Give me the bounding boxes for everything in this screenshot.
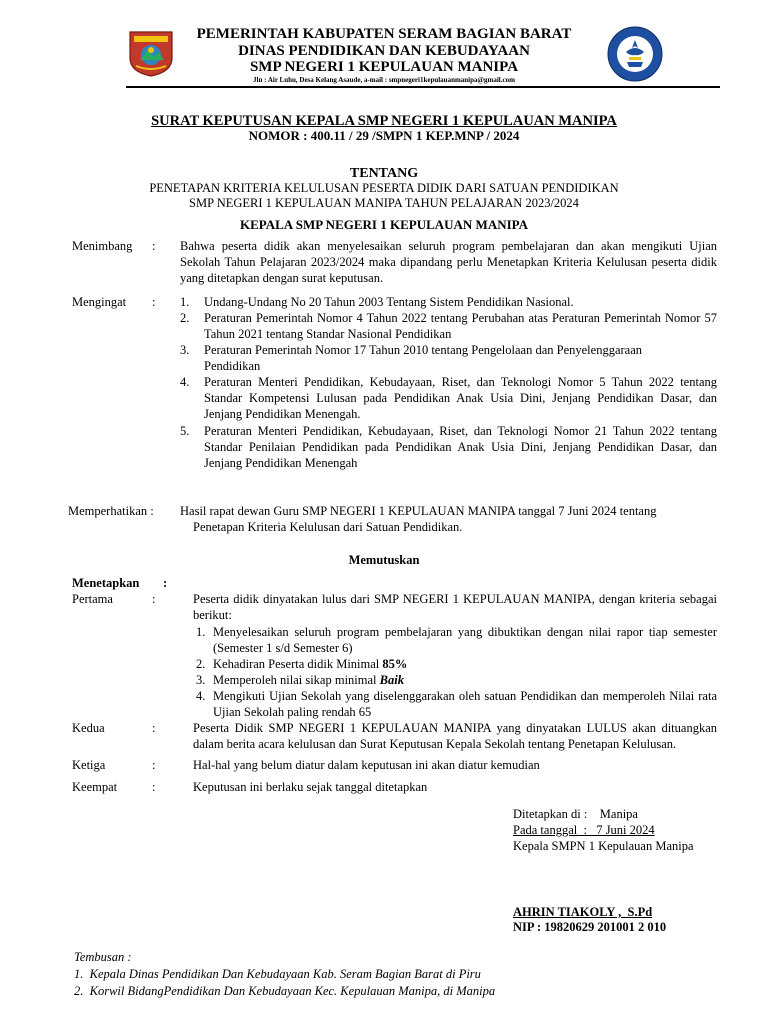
menetapkan-colon: : bbox=[163, 576, 168, 590]
decree-number: NOMOR : 400.11 / 29 /SMPN 1 KEP.MNP / 2024 bbox=[248, 128, 520, 143]
signature-place: Ditetapkan di : Manipa bbox=[513, 807, 638, 821]
signature-date: Pada tanggal : 7 Juni 2024 bbox=[513, 823, 655, 837]
list-number: 4. bbox=[196, 689, 206, 703]
kedua-label: Kedua bbox=[72, 721, 105, 735]
list-text: Mengikuti Ujian Sekolah yang diselenggarakan oleh satuan Pendidikan dan memperoleh Nilai rata Ujian Sekolah paling rendah 65 bbox=[213, 689, 717, 719]
list-number: 5. bbox=[180, 424, 190, 438]
about-heading: TENTANG bbox=[349, 166, 419, 181]
mengingat-label: Mengingat bbox=[72, 295, 127, 309]
menetapkan-label: Menetapkan bbox=[72, 576, 140, 590]
list-number: 1. bbox=[196, 625, 206, 639]
list-text: Peraturan Pemerintah Nomor 17 Tahun 2010 tentang Pengelolaan dan Penyelenggaraan Pendidikan bbox=[204, 343, 643, 373]
pertama-label: Pertama bbox=[72, 592, 113, 606]
signature-name: AHRIN TIAKOLY , S.Pd bbox=[513, 905, 653, 919]
decree-heading: SURAT KEPUTUSAN KEPALA SMP NEGERI 1 KEPULAUAN MANIPA bbox=[151, 113, 617, 129]
kedua-text: Peserta Didik SMP NEGERI 1 KEPULAUAN MANIPA yang dinyatakan LULUS akan dituangkan dalam berita acara kelulusan dan Surat Keputusan Kepala Sekolah tentang Penetapan Kelulusan. bbox=[193, 721, 717, 751]
criteria-value: 85% bbox=[382, 657, 408, 671]
letterhead-address: Jln : Air Luhu, Desa Kelang Asaude, a-mail : smpnegeri1kepulauanmanipa@gmail.com bbox=[253, 76, 515, 84]
ketiga-colon: : bbox=[152, 758, 156, 772]
letterhead-rule bbox=[126, 86, 720, 88]
memperhatikan-label: Memperhatikan : bbox=[68, 504, 154, 518]
signature-nip: NIP : 19820629 201001 2 010 bbox=[513, 920, 667, 934]
subject-line-1: PENETAPAN KRITERIA KELULUSAN PESERTA DIDIK DARI SATUAN PENDIDIKAN bbox=[149, 181, 619, 195]
letterhead-line-1: PEMERINTAH KABUPATEN SERAM BAGIAN BARAT bbox=[196, 26, 572, 42]
signature-block bbox=[513, 806, 733, 934]
keempat-label: Keempat bbox=[72, 780, 118, 794]
pertama-text: Peserta didik dinyatakan lulus dari SMP NEGERI 1 KEPULAUAN MANIPA, dengan kriteria sebagai berikut: bbox=[193, 592, 717, 622]
list-text: Menyelesaikan seluruh program pembelajaran yang dibuktikan dengan nilai rapor tiap semester (Semester 1 s/d Semester 6) bbox=[213, 625, 717, 655]
list-text: Peraturan Menteri Pendidikan, Kebudayaan, Riset, dan Teknologi Nomor 5 Tahun 2022 tentang Standar Kompetensi Lulusan pada Pendidikan Anak Usia Dini, Jenjang Pendidikan Dasar, dan Jenjang Pendidikan Menengah. bbox=[204, 375, 717, 421]
list-text: Peraturan Pemerintah Nomor 4 Tahun 2022 tentang Perubahan atas Peraturan Pemerintah Nomor 57 Tahun 2021 tentang Standar Nasional Pendidikan bbox=[204, 311, 717, 341]
list-text bbox=[213, 672, 717, 688]
list-number: 3. bbox=[180, 343, 190, 357]
ketiga-text: Hal-hal yang belum diatur dalam keputusan ini akan diatur kemudian bbox=[193, 758, 540, 772]
pertama-colon: : bbox=[152, 592, 156, 606]
keempat-text: Keputusan ini berlaku sejak tanggal ditetapkan bbox=[193, 780, 428, 794]
criteria-text: Memperoleh nilai sikap minimal bbox=[213, 673, 380, 687]
list-text bbox=[213, 656, 717, 672]
list-number: 2. bbox=[180, 311, 190, 325]
memutuskan-heading: Memutuskan bbox=[348, 553, 420, 567]
list-number: 1. bbox=[180, 295, 190, 309]
list-text: Peraturan Menteri Pendidikan, Kebudayaan, Riset, dan Teknologi Nomor 21 Tahun 2022 tentang Standar Penilaian Pendidikan pada Pendidikan Anak Usia Dini, Jenjang Pendidikan Dasar, dan Jenjang Pendidikan Menengah bbox=[204, 424, 717, 470]
memperhatikan-line-2: Penetapan Kriteria Kelulusan dari Satuan Pendidikan. bbox=[193, 520, 463, 534]
list-item: 2. Korwil BidangPendidikan Dan Kebudayaan Kec. Kepulauan Manipa, di Manipa bbox=[74, 984, 496, 998]
letterhead-line-3: SMP NEGERI 1 KEPULAUAN MANIPA bbox=[249, 59, 519, 75]
signature-position: Kepala SMPN 1 Kepulauan Manipa bbox=[513, 839, 694, 853]
keempat-colon: : bbox=[152, 780, 156, 794]
letterhead-line-2: DINAS PENDIDIKAN DAN KEBUDAYAAN bbox=[238, 43, 530, 59]
tembusan-title: Tembusan : bbox=[74, 950, 132, 964]
list-number: 2. bbox=[196, 657, 206, 671]
ketiga-label: Ketiga bbox=[72, 758, 106, 772]
subject-line-2: SMP NEGERI 1 KEPULAUAN MANIPA TAHUN PELAJARAN 2023/2024 bbox=[189, 196, 579, 210]
menimbang-text: Bahwa peserta didik akan menyelesaikan seluruh program pembelajaran dan akan mengikuti Ujian Sekolah Tahun Pelajaran 2023/2024 maka dipandang perlu Menetapkan Kriteria Kelulusan peserta didik yang ditetapkan dengan surat keputusan. bbox=[180, 239, 717, 285]
kedua-colon: : bbox=[152, 721, 156, 735]
list-number: 3. bbox=[196, 673, 206, 687]
menimbang-label: Menimbang bbox=[72, 239, 133, 253]
list-text: Undang-Undang No 20 Tahun 2003 Tentang Sistem Pendidikan Nasional. bbox=[204, 295, 574, 309]
list-item: 1. Kepala Dinas Pendidikan Dan Kebudayaan Kab. Seram Bagian Barat di Piru bbox=[74, 967, 481, 981]
criteria-text: Kehadiran Peserta didik Minimal bbox=[213, 657, 383, 671]
mengingat-colon: : bbox=[152, 295, 156, 309]
tembusan-block bbox=[74, 949, 714, 999]
issuer-heading: KEPALA SMP NEGERI 1 KEPULAUAN MANIPA bbox=[239, 217, 529, 232]
criteria-value: Baik bbox=[379, 673, 404, 687]
list-number: 4. bbox=[180, 375, 190, 389]
menimbang-colon: : bbox=[152, 239, 156, 253]
memperhatikan-line-1: Hasil rapat dewan Guru SMP NEGERI 1 KEPULAUAN MANIPA tanggal 7 Juni 2024 tentang bbox=[180, 504, 657, 518]
